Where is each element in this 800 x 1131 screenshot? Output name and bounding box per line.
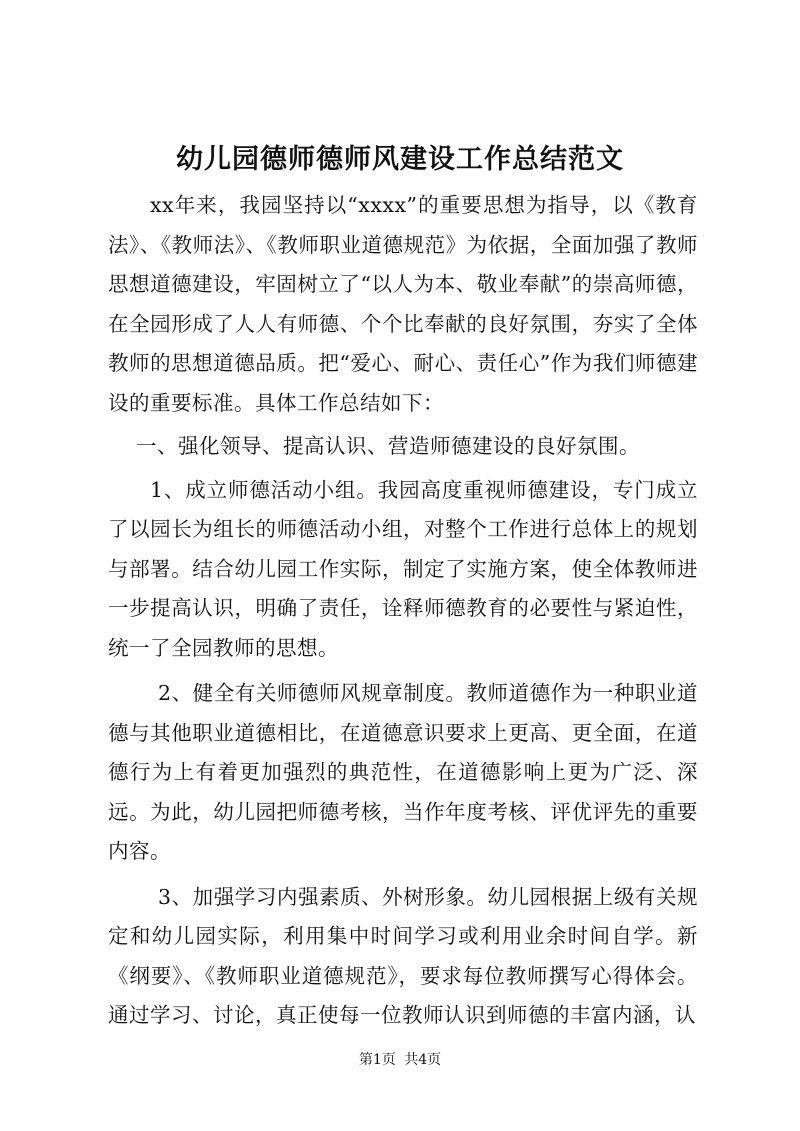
- intro-paragraph: xx年来，我园坚持以“xxxx”的重要思想为指导，以《教育法》、《教师法》、《教师职业道德规范》为依据，全面加强了教师思想道德建设，牢固树立了“以人为本、敬业奉献”的崇高师德，在全园形成了人人有师德、个个比奉献的良好氛围，夯实了全体教师的思想道德品质。把“爱心、耐心、责任心”作为我们师德建设的重要标准。具体工作总结如下：: [108, 193, 698, 415]
- page-total: 共4页: [404, 1052, 442, 1068]
- page-number: 第1页: [358, 1052, 396, 1068]
- document-body: [108, 186, 698, 1036]
- item-2-paragraph: 2、健全有关师德师风规章制度。教师道德作为一种职业道德与其他职业道德相比，在道德意识要求上更高、更全面，在道德行为上有着更加强烈的典范性，在道德影响上更为广泛、深远。为此，幼儿园把师德考核，当作年度考核、评优评先的重要内容。: [108, 681, 698, 863]
- item-1-paragraph: 1、成立师德活动小组。我园高度重视师德建设，专门成立了以园长为组长的师德活动小组，对整个工作进行总体上的规划与部署。结合幼儿园工作实际，制定了实施方案，使全体教师进一步提高认识，明确了责任，诠释师德教育的必要性与紧迫性，统一了全园教师的思想。: [108, 477, 698, 660]
- document-title: 幼儿园德师德师风建设工作总结范文: [176, 144, 624, 175]
- section-heading-1: 一、强化领导、提高认识、营造师德建设的良好氛围。: [136, 434, 640, 458]
- page-footer: [0, 1050, 800, 1070]
- item-3-paragraph: 3、加强学习内强素质、外树形象。幼儿园根据上级有关规定和幼儿园实际，利用集中时间学习或利用业余时间自学。新《纲要》、《教师职业道德规范》，要求每位教师撰写心得体会。通过学习、讨论，真正使每一位教师认识到师德的丰富内涵，认: [108, 884, 698, 1027]
